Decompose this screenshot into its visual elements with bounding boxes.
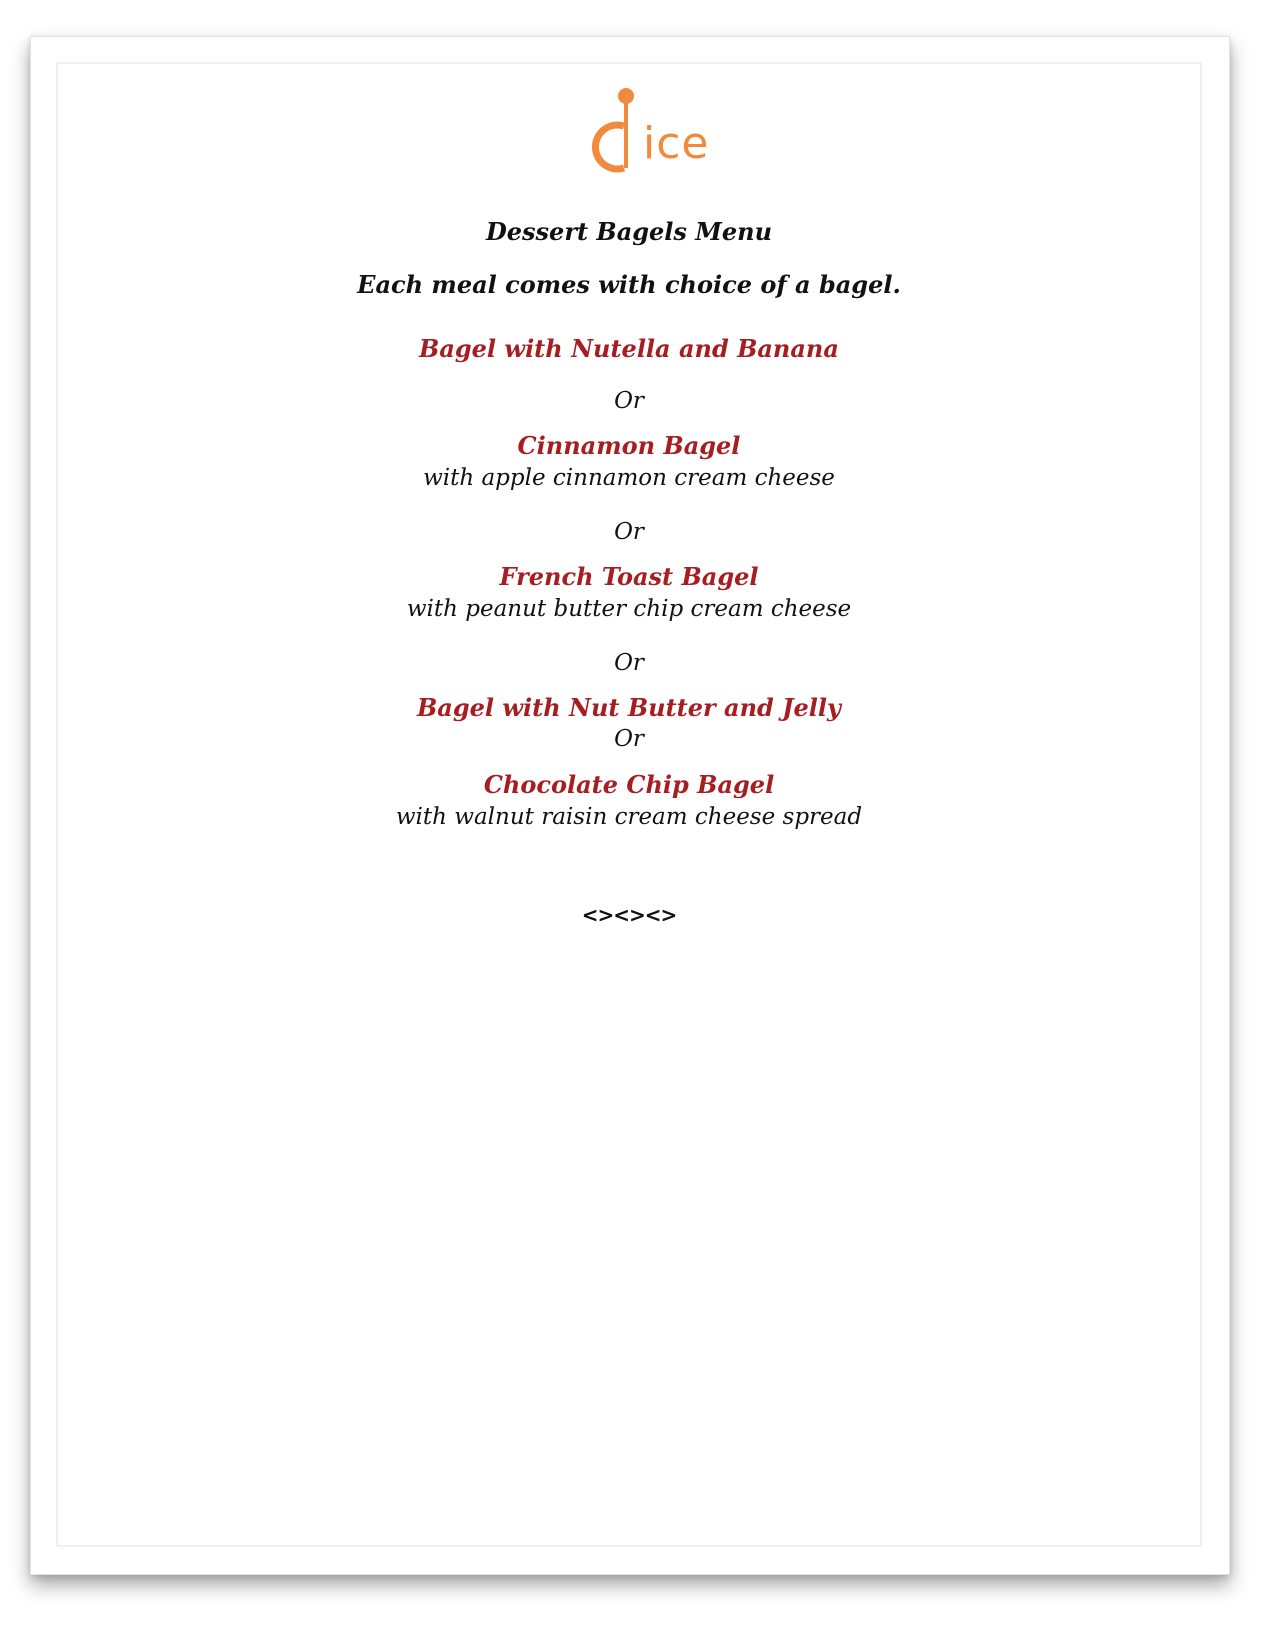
end-divider: <><><>	[581, 903, 677, 927]
menu-subtitle: Each meal comes with choice of a bagel.	[357, 270, 901, 299]
menu-item-description: with walnut raisin cream cheese spread	[395, 804, 863, 830]
page-content	[56, 62, 1202, 1547]
dice-logo	[588, 88, 718, 178]
separator-or: Or	[614, 650, 644, 676]
page-frame	[30, 36, 1230, 1575]
logo-text: ice	[643, 118, 710, 169]
menu-item-name: Cinnamon Bagel	[517, 431, 741, 460]
menu-item-name: Chocolate Chip Bagel	[483, 770, 775, 799]
menu-item-name: Bagel with Nutella and Banana	[419, 334, 839, 363]
menu-item-description: with peanut butter chip cream cheese	[406, 596, 852, 622]
separator-or: Or	[614, 519, 644, 545]
separator-or: Or	[614, 388, 644, 414]
menu-item-description: with apple cinnamon cream cheese	[423, 465, 835, 491]
menu-item-name: Bagel with Nut Butter and Jelly	[417, 693, 841, 722]
separator-or: Or	[614, 726, 644, 752]
menu-title: Dessert Bagels Menu	[485, 217, 773, 246]
menu-item-name: French Toast Bagel	[499, 562, 759, 591]
